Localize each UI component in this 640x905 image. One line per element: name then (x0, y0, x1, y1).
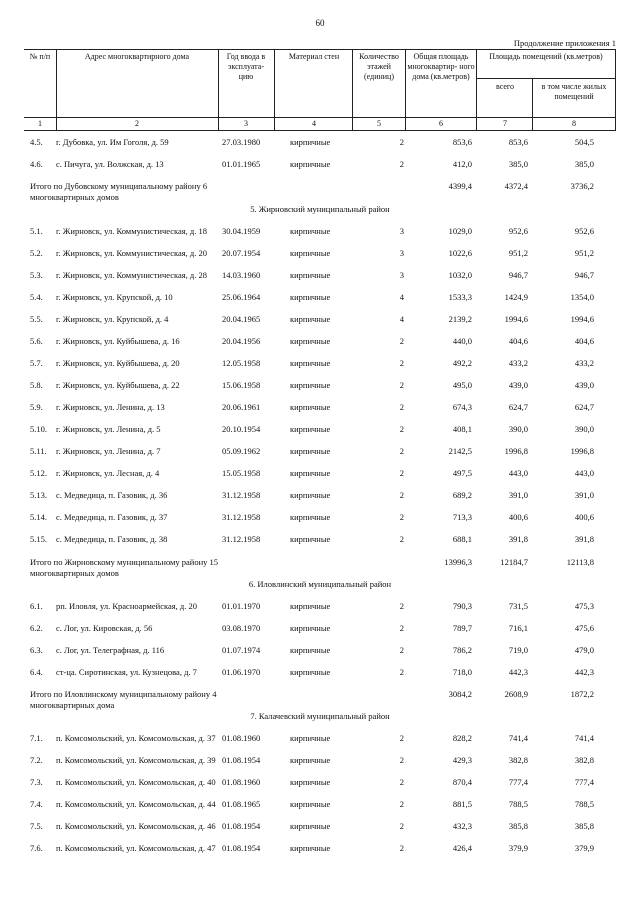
table-row (0, 402, 640, 413)
cell-mat: кирпичные (290, 645, 331, 655)
cell-n: 5.4. (30, 292, 43, 302)
cell-addr: рп. Иловля, ул. Красноармейская, д. 20 (56, 601, 197, 611)
cell-addr: п. Комсомольский, ул. Комсомольская, д. 40 (56, 777, 216, 787)
table-row (0, 534, 640, 545)
cell-fl: 2 (399, 534, 404, 544)
cell-fl: 2 (399, 512, 404, 522)
cell-mat: кирпичные (290, 358, 331, 368)
cell-mat: кирпичные (290, 490, 331, 500)
cell-mat: кирпичные (290, 843, 331, 853)
table-row (0, 446, 640, 457)
cell-n: 5.6. (30, 336, 43, 346)
cell-res: 475,3 (574, 601, 594, 611)
table-row (0, 380, 640, 391)
cell-addr: с. Пичуга, ул. Волжская, д. 13 (56, 159, 164, 169)
cell-fl: 2 (399, 490, 404, 500)
cell-total: 1029,0 (448, 226, 472, 236)
total-all: 4372,4 (504, 181, 528, 191)
cell-n: 6.1. (30, 601, 43, 611)
cell-year: 05.09.1962 (222, 446, 261, 456)
header-top-rule (24, 49, 616, 50)
cell-n: 6.2. (30, 623, 43, 633)
cell-all: 777,4 (508, 777, 528, 787)
table-row (0, 755, 640, 766)
cell-res: 1996,8 (570, 446, 594, 456)
vline (218, 49, 219, 131)
cell-year: 14.03.1960 (222, 270, 261, 280)
cell-n: 5.12. (30, 468, 47, 478)
cell-total: 495,0 (452, 380, 472, 390)
section-heading: 7. Калачевский муниципальный район (250, 711, 390, 721)
colnum-8: 8 (572, 119, 576, 128)
header-material: Материал стен (288, 52, 340, 61)
header-num: № п/п (29, 52, 51, 61)
cell-addr: г. Жирновск, ул. Куйбышева, д. 20 (56, 358, 180, 368)
cell-mat: кирпичные (290, 821, 331, 831)
cell-all: 443,0 (508, 468, 528, 478)
cell-fl: 2 (399, 821, 404, 831)
vline (274, 49, 275, 131)
cell-n: 5.10. (30, 424, 47, 434)
cell-all: 391,8 (508, 534, 528, 544)
cell-addr: г. Жирновск, ул. Куйбышева, д. 16 (56, 336, 180, 346)
cell-res: 1994,6 (570, 314, 594, 324)
cell-res: 946,7 (574, 270, 594, 280)
cell-year: 01.08.1954 (222, 843, 261, 853)
cell-addr: г. Дубовка, ул. Им Гоголя, д. 59 (56, 137, 169, 147)
cell-total: 881,5 (452, 799, 472, 809)
cell-year: 20.06.1961 (222, 402, 261, 412)
cell-all: 1994,6 (504, 314, 528, 324)
cell-year: 20.07.1954 (222, 248, 261, 258)
cell-fl: 2 (399, 380, 404, 390)
section-heading: 5. Жирновский муниципальный район (250, 204, 390, 214)
cell-total: 689,2 (452, 490, 472, 500)
cell-addr: п. Комсомольский, ул. Комсомольская, д. 37 (56, 733, 216, 743)
cell-year: 15.06.1958 (222, 380, 261, 390)
cell-mat: кирпичные (290, 402, 331, 412)
total-total: 4399,4 (448, 181, 472, 191)
cell-all: 1424,9 (504, 292, 528, 302)
total-total: 13996,3 (444, 557, 472, 567)
cell-year: 15.05.1958 (222, 468, 261, 478)
cell-fl: 2 (399, 159, 404, 169)
cell-mat: кирпичные (290, 336, 331, 346)
colnum-bottom-rule (24, 130, 616, 131)
cell-total: 412,0 (452, 159, 472, 169)
table-row (0, 733, 640, 744)
continuation-note: Продолжение приложения 1 (513, 38, 616, 48)
cell-addr: г. Жирновск, ул. Ленина, д. 13 (56, 402, 165, 412)
colnum-3: 3 (244, 119, 248, 128)
cell-fl: 3 (399, 226, 404, 236)
cell-year: 20.04.1965 (222, 314, 261, 324)
cell-total: 2142,5 (448, 446, 472, 456)
cell-addr: г. Жирновск, ул. Коммунистическая, д. 20 (56, 248, 207, 258)
cell-mat: кирпичные (290, 755, 331, 765)
cell-n: 6.4. (30, 667, 43, 677)
cell-all: 442,3 (508, 667, 528, 677)
table-row (0, 843, 640, 854)
cell-mat: кирпичные (290, 733, 331, 743)
cell-mat: кирпичные (290, 159, 331, 169)
cell-total: 674,3 (452, 402, 472, 412)
cell-total: 789,7 (452, 623, 472, 633)
cell-mat: кирпичные (290, 380, 331, 390)
table-row (0, 777, 640, 788)
cell-year: 01.08.1960 (222, 733, 261, 743)
cell-all: 853,6 (508, 137, 528, 147)
cell-res: 1354,0 (570, 292, 594, 302)
cell-addr: с. Медведица, п. Газовик, д. 37 (56, 512, 168, 522)
cell-all: 951,2 (508, 248, 528, 258)
cell-n: 5.5. (30, 314, 43, 324)
cell-all: 719,0 (508, 645, 528, 655)
cell-total: 853,6 (452, 137, 472, 147)
cell-all: 716,1 (508, 623, 528, 633)
cell-all: 391,0 (508, 490, 528, 500)
colnum-5: 5 (377, 119, 381, 128)
cell-total: 718,0 (452, 667, 472, 677)
cell-mat: кирпичные (290, 468, 331, 478)
cell-n: 5.1. (30, 226, 43, 236)
header-floors: Количество этажей (единиц) (359, 52, 399, 81)
cell-res: 777,4 (574, 777, 594, 787)
table-row (0, 601, 640, 612)
cell-n: 5.15. (30, 534, 47, 544)
colnum-2: 2 (135, 119, 139, 128)
sub-header-rule (476, 78, 616, 79)
cell-res: 442,3 (574, 667, 594, 677)
cell-year: 01.08.1954 (222, 821, 261, 831)
colnum-4: 4 (312, 119, 316, 128)
cell-addr: г. Жирновск, ул. Ленина, д. 7 (56, 446, 161, 456)
table-row (0, 645, 640, 656)
table-row (0, 468, 640, 479)
cell-all: 1996,8 (504, 446, 528, 456)
table-row (0, 512, 640, 523)
cell-all: 385,8 (508, 821, 528, 831)
cell-fl: 2 (399, 733, 404, 743)
cell-res: 391,8 (574, 534, 594, 544)
cell-mat: кирпичные (290, 446, 331, 456)
table-row (0, 336, 640, 347)
colnum-7: 7 (503, 119, 507, 128)
cell-fl: 2 (399, 799, 404, 809)
cell-fl: 2 (399, 667, 404, 677)
cell-year: 12.05.1958 (222, 358, 261, 368)
cell-n: 5.13. (30, 490, 47, 500)
cell-addr: п. Комсомольский, ул. Комсомольская, д. 39 (56, 755, 216, 765)
cell-all: 741,4 (508, 733, 528, 743)
cell-res: 391,0 (574, 490, 594, 500)
cell-n: 7.4. (30, 799, 43, 809)
cell-fl: 2 (399, 601, 404, 611)
cell-res: 439,0 (574, 380, 594, 390)
cell-n: 5.11. (30, 446, 47, 456)
cell-fl: 2 (399, 446, 404, 456)
cell-n: 5.8. (30, 380, 43, 390)
cell-res: 379,9 (574, 843, 594, 853)
cell-addr: г. Жирновск, ул. Коммунистическая, д. 28 (56, 270, 207, 280)
cell-total: 2139,2 (448, 314, 472, 324)
table-row (0, 490, 640, 501)
cell-res: 479,0 (574, 645, 594, 655)
header-year: Год ввода в эксплуата- цию (226, 52, 266, 81)
cell-mat: кирпичные (290, 314, 331, 324)
cell-mat: кирпичные (290, 292, 331, 302)
cell-res: 788,5 (574, 799, 594, 809)
cell-all: 952,6 (508, 226, 528, 236)
cell-year: 31.12.1958 (222, 534, 261, 544)
table-row (0, 799, 640, 810)
cell-res: 624,7 (574, 402, 594, 412)
cell-res: 390,0 (574, 424, 594, 434)
cell-fl: 4 (399, 314, 404, 324)
cell-res: 741,4 (574, 733, 594, 743)
cell-n: 5.7. (30, 358, 43, 368)
cell-res: 404,6 (574, 336, 594, 346)
cell-all: 439,0 (508, 380, 528, 390)
cell-year: 01.08.1965 (222, 799, 261, 809)
cell-n: 5.2. (30, 248, 43, 258)
cell-total: 497,5 (452, 468, 472, 478)
cell-n: 7.2. (30, 755, 43, 765)
cell-mat: кирпичные (290, 667, 331, 677)
cell-year: 01.01.1965 (222, 159, 261, 169)
cell-year: 03.08.1970 (222, 623, 261, 633)
total-res: 12113,8 (566, 557, 594, 567)
cell-fl: 2 (399, 424, 404, 434)
cell-mat: кирпичные (290, 270, 331, 280)
cell-mat: кирпичные (290, 424, 331, 434)
total-all: 2608,9 (504, 689, 528, 699)
total-label: Итого по Иловлинскому муниципальному району 4 многоквартирных дома (30, 689, 217, 710)
cell-mat: кирпичные (290, 601, 331, 611)
vline (615, 49, 616, 131)
cell-total: 432,3 (452, 821, 472, 831)
cell-all: 788,5 (508, 799, 528, 809)
cell-mat: кирпичные (290, 799, 331, 809)
cell-n: 5.9. (30, 402, 43, 412)
cell-fl: 2 (399, 402, 404, 412)
cell-all: 400,6 (508, 512, 528, 522)
cell-all: 382,8 (508, 755, 528, 765)
cell-year: 31.12.1958 (222, 490, 261, 500)
vline (352, 49, 353, 131)
cell-fl: 2 (399, 755, 404, 765)
header-address: Адрес многоквартирного дома (84, 52, 190, 61)
vline (476, 49, 477, 131)
total-total: 3084,2 (448, 689, 472, 699)
cell-addr: п. Комсомольский, ул. Комсомольская, д. 44 (56, 799, 216, 809)
cell-fl: 3 (399, 270, 404, 280)
cell-res: 385,8 (574, 821, 594, 831)
cell-res: 504,5 (574, 137, 594, 147)
cell-fl: 2 (399, 358, 404, 368)
cell-addr: г. Жирновск, ул. Лесная, д. 4 (56, 468, 160, 478)
cell-total: 429,3 (452, 755, 472, 765)
header-total-area: Общая площадь многоквартир- ного дома (кв.метров) (407, 52, 475, 81)
total-res: 1872,2 (570, 689, 594, 699)
colnum-6: 6 (439, 119, 443, 128)
cell-addr: г. Жирновск, ул. Коммунистическая, д. 18 (56, 226, 207, 236)
cell-res: 475,6 (574, 623, 594, 633)
cell-total: 790,3 (452, 601, 472, 611)
cell-addr: с. Медведица, п. Газовик, д. 36 (56, 490, 168, 500)
cell-res: 433,2 (574, 358, 594, 368)
cell-addr: г. Жирновск, ул. Крупской, д. 4 (56, 314, 169, 324)
cell-total: 870,4 (452, 777, 472, 787)
cell-total: 828,2 (452, 733, 472, 743)
cell-all: 731,5 (508, 601, 528, 611)
cell-total: 713,3 (452, 512, 472, 522)
cell-all: 624,7 (508, 402, 528, 412)
total-label: Итого по Жирновскому муниципальному району 15 многоквартирных домов (30, 557, 219, 578)
cell-fl: 3 (399, 248, 404, 258)
cell-all: 946,7 (508, 270, 528, 280)
cell-mat: кирпичные (290, 226, 331, 236)
cell-year: 30.04.1959 (222, 226, 261, 236)
vline (56, 49, 57, 131)
cell-n: 7.5. (30, 821, 43, 831)
table-row (0, 137, 640, 148)
cell-addr: с. Лог, ул. Кировская, д. 56 (56, 623, 153, 633)
cell-year: 31.12.1958 (222, 512, 261, 522)
cell-fl: 2 (399, 468, 404, 478)
total-res: 3736,2 (570, 181, 594, 191)
table-row (0, 623, 640, 634)
cell-n: 7.1. (30, 733, 43, 743)
header-all: всего (495, 82, 514, 91)
cell-year: 01.08.1960 (222, 777, 261, 787)
cell-res: 443,0 (574, 468, 594, 478)
cell-mat: кирпичные (290, 248, 331, 258)
cell-addr: с. Лог, ул. Телеграфная, д. 116 (56, 645, 165, 655)
header-premises-area: Площадь помещений (кв.метров) (489, 52, 603, 61)
cell-total: 1022,6 (448, 248, 472, 258)
table-row (0, 424, 640, 435)
total-label: Итого по Дубовскому муниципальному району 6 многоквартирных домов (30, 181, 208, 202)
table-row (0, 270, 640, 281)
cell-n: 4.5. (30, 137, 43, 147)
cell-mat: кирпичные (290, 777, 331, 787)
table-row (0, 821, 640, 832)
vline (405, 49, 406, 131)
page-number: 60 (315, 18, 325, 28)
table-row (0, 667, 640, 678)
cell-fl: 2 (399, 137, 404, 147)
table-row (0, 226, 640, 237)
cell-fl: 2 (399, 843, 404, 853)
cell-res: 951,2 (574, 248, 594, 258)
table-row (0, 314, 640, 325)
cell-addr: с. Медведица, п. Газовик, д. 38 (56, 534, 168, 544)
cell-n: 7.3. (30, 777, 43, 787)
cell-fl: 2 (399, 336, 404, 346)
cell-year: 20.04.1956 (222, 336, 261, 346)
colnum-1: 1 (38, 119, 42, 128)
cell-total: 1533,3 (448, 292, 472, 302)
cell-addr: г. Жирновск, ул. Ленина, д. 5 (56, 424, 161, 434)
cell-fl: 4 (399, 292, 404, 302)
cell-all: 433,2 (508, 358, 528, 368)
cell-total: 426,4 (452, 843, 472, 853)
cell-all: 385,0 (508, 159, 528, 169)
cell-res: 385,0 (574, 159, 594, 169)
cell-mat: кирпичные (290, 534, 331, 544)
cell-all: 390,0 (508, 424, 528, 434)
header-residential: в том числе жилых помещений (541, 82, 607, 101)
cell-year: 01.06.1970 (222, 667, 261, 677)
table-row (0, 248, 640, 259)
cell-addr: п. Комсомольский, ул. Комсомольская, д. 46 (56, 821, 216, 831)
vline (532, 78, 533, 131)
cell-fl: 2 (399, 623, 404, 633)
table-row (0, 292, 640, 303)
cell-total: 440,0 (452, 336, 472, 346)
cell-addr: г. Жирновск, ул. Куйбышева, д. 22 (56, 380, 180, 390)
cell-res: 952,6 (574, 226, 594, 236)
cell-total: 1032,0 (448, 270, 472, 280)
cell-n: 4.6. (30, 159, 43, 169)
cell-mat: кирпичные (290, 137, 331, 147)
cell-total: 492,2 (452, 358, 472, 368)
cell-all: 379,9 (508, 843, 528, 853)
table-row (0, 358, 640, 369)
cell-n: 5.14. (30, 512, 47, 522)
section-heading: 6. Иловлинский муниципальный район (248, 579, 392, 589)
cell-mat: кирпичные (290, 623, 331, 633)
cell-n: 6.3. (30, 645, 43, 655)
cell-addr: п. Комсомольский, ул. Комсомольская, д. 47 (56, 843, 216, 853)
cell-fl: 2 (399, 645, 404, 655)
cell-res: 400,6 (574, 512, 594, 522)
cell-year: 25.06.1964 (222, 292, 261, 302)
header-bottom-rule (24, 117, 616, 118)
cell-total: 408,1 (452, 424, 472, 434)
cell-year: 27.03.1980 (222, 137, 261, 147)
cell-total: 786,2 (452, 645, 472, 655)
cell-mat: кирпичные (290, 512, 331, 522)
cell-total: 688,1 (452, 534, 472, 544)
table-row (0, 159, 640, 170)
cell-all: 404,6 (508, 336, 528, 346)
cell-addr: г. Жирновск, ул. Крупской, д. 10 (56, 292, 173, 302)
cell-n: 5.3. (30, 270, 43, 280)
cell-res: 382,8 (574, 755, 594, 765)
total-all: 12184,7 (500, 557, 528, 567)
cell-n: 7.6. (30, 843, 43, 853)
cell-year: 01.07.1974 (222, 645, 261, 655)
cell-year: 01.01.1970 (222, 601, 261, 611)
cell-fl: 2 (399, 777, 404, 787)
cell-year: 20.10.1954 (222, 424, 261, 434)
cell-addr: ст-ца. Сиротинская, ул. Кузнецова, д. 7 (56, 667, 197, 677)
cell-year: 01.08.1954 (222, 755, 261, 765)
